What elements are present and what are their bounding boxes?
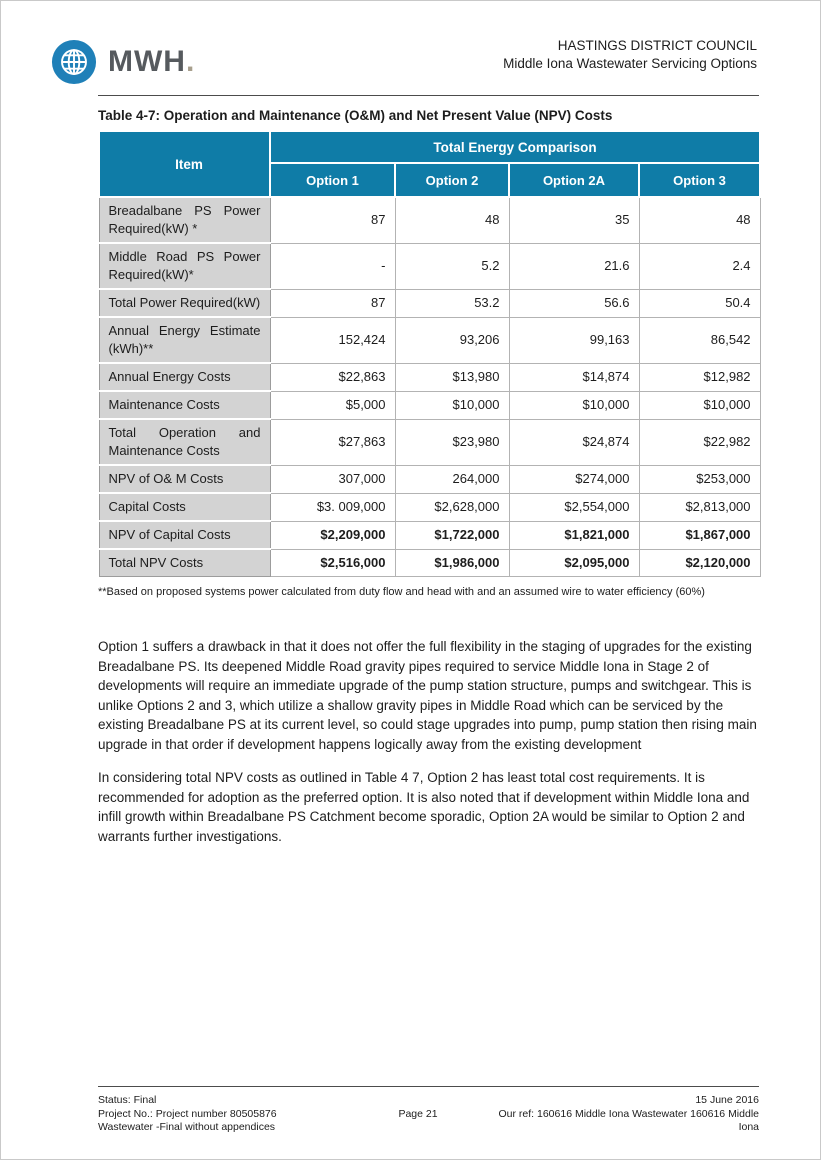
row-value-option-3: $22,982 — [639, 419, 760, 465]
row-value-option-1: $27,863 — [270, 419, 395, 465]
row-value-option-3: $12,982 — [639, 363, 760, 391]
table-row — [99, 493, 760, 521]
row-value-option-1: 152,424 — [270, 317, 395, 363]
row-item-label: Breadalbane PS Power Required(kW) * — [99, 197, 270, 243]
header-titles — [503, 37, 757, 72]
costs-table-header — [99, 131, 760, 197]
globe-icon — [51, 39, 97, 85]
row-value-option-2a: 35 — [509, 197, 639, 243]
row-value-option-2: 5.2 — [395, 243, 509, 289]
row-item-label: Total NPV Costs — [99, 549, 270, 577]
table-row — [99, 419, 760, 465]
column-header-option-1: Option 1 — [270, 163, 395, 197]
row-value-option-2: 93,206 — [395, 317, 509, 363]
row-item-label: Maintenance Costs — [99, 391, 270, 419]
row-value-option-2: $2,628,000 — [395, 493, 509, 521]
group-header: Total Energy Comparison — [270, 131, 760, 163]
column-header-option-2a: Option 2A — [509, 163, 639, 197]
row-value-option-3: 2.4 — [639, 243, 760, 289]
row-value-option-3: 86,542 — [639, 317, 760, 363]
page-footer — [98, 1086, 759, 1135]
document-title: Middle Iona Wastewater Servicing Options — [503, 55, 757, 71]
footer-our-ref: Our ref: 160616 Middle Iona Wastewater 160616 Middle Iona — [498, 1107, 759, 1133]
table-row — [99, 317, 760, 363]
row-value-option-3: $2,120,000 — [639, 549, 760, 577]
item-column-header: Item — [99, 131, 270, 197]
row-value-option-2a: $10,000 — [509, 391, 639, 419]
row-value-option-2: $23,980 — [395, 419, 509, 465]
row-value-option-2: 48 — [395, 197, 509, 243]
footer-left-block — [98, 1094, 358, 1135]
main-content — [98, 108, 759, 846]
row-value-option-1: 307,000 — [270, 465, 395, 493]
footer-page-number: Page 21 — [398, 1107, 438, 1120]
row-value-option-1: 87 — [270, 289, 395, 317]
table-row — [99, 289, 760, 317]
mwh-logo — [51, 39, 195, 85]
table-row — [99, 465, 760, 493]
row-value-option-2: $1,722,000 — [395, 521, 509, 549]
row-value-option-1: - — [270, 243, 395, 289]
row-item-label: Middle Road PS Power Required(kW)* — [99, 243, 270, 289]
row-item-label: Annual Energy Costs — [99, 363, 270, 391]
row-value-option-2: 264,000 — [395, 465, 509, 493]
footer-date: 15 June 2016 — [695, 1094, 759, 1106]
row-value-option-2: $13,980 — [395, 363, 509, 391]
row-item-label: NPV of O& M Costs — [99, 465, 270, 493]
row-value-option-3: $10,000 — [639, 391, 760, 419]
row-value-option-2a: $24,874 — [509, 419, 639, 465]
footer-project-no: Project No.: Project number 80505876 — [98, 1107, 277, 1120]
body-paragraph-1: Option 1 suffers a drawback in that it does not offer the full flexibility in the staging of upgrades for the existing Breadalbane PS. Its deepened Middle Road gravity pipes required to service Middle Iona in Stage 2 of developments will require an immediate upgrade of the pump station structure, pumps and switchgear. This is unlike Options 2 and 3, which utilize a shallow gravity pipes in Middle Road which can be serviced by the existing Breadalbane PS at its current level, so could stage upgrades into pump, pump station then rising main upgrade in that order if development happens logically away from the existing development — [98, 639, 757, 752]
row-value-option-3: $1,867,000 — [639, 521, 760, 549]
row-value-option-1: $5,000 — [270, 391, 395, 419]
row-value-option-3: $2,813,000 — [639, 493, 760, 521]
row-item-label: NPV of Capital Costs — [99, 521, 270, 549]
table-row — [99, 243, 760, 289]
row-value-option-2a: $1,821,000 — [509, 521, 639, 549]
row-value-option-2: $10,000 — [395, 391, 509, 419]
row-value-option-3: 48 — [639, 197, 760, 243]
header-rule — [98, 95, 759, 96]
row-value-option-1: $2,209,000 — [270, 521, 395, 549]
table-row — [99, 549, 760, 577]
body-paragraph-2: In considering total NPV costs as outlined in Table 4 7, Option 2 has least total cost requirements. It is recommended for adoption as the preferred option. It is also noted that if development within Middle Iona and infill growth within Breadalbane PS Catchment become sporadic, Option 2A would be similar to Option 2 and warrants further investigations. — [98, 770, 750, 844]
footer-right-block — [478, 1094, 759, 1135]
logo-dot: . — [185, 45, 196, 78]
row-item-label: Total Power Required(kW) — [99, 289, 270, 317]
row-value-option-2a: 56.6 — [509, 289, 639, 317]
column-header-option-2: Option 2 — [395, 163, 509, 197]
row-value-option-1: $22,863 — [270, 363, 395, 391]
row-value-option-2a: 99,163 — [509, 317, 639, 363]
row-value-option-1: $3. 009,000 — [270, 493, 395, 521]
footer-project-no-line2: Wastewater -Final without appendices — [98, 1121, 276, 1133]
row-value-option-1: 87 — [270, 197, 395, 243]
logo-wordmark: MWH. — [108, 45, 196, 78]
row-item-label: Capital Costs — [99, 493, 270, 521]
row-value-option-2a: $14,874 — [509, 363, 639, 391]
row-value-option-2: 53.2 — [395, 289, 509, 317]
council-name: HASTINGS DISTRICT COUNCIL — [557, 38, 757, 53]
row-value-option-3: 50.4 — [639, 289, 760, 317]
table-row — [99, 391, 760, 419]
row-item-label: Annual Energy Estimate (kWh)** — [99, 317, 270, 363]
column-header-option-3: Option 3 — [639, 163, 760, 197]
row-value-option-2a: 21.6 — [509, 243, 639, 289]
table-row — [99, 363, 760, 391]
costs-table — [98, 130, 761, 577]
row-value-option-2a: $274,000 — [509, 465, 639, 493]
table-body — [99, 197, 760, 577]
table-footnote: **Based on proposed systems power calculated from duty flow and head with and an assumed wire to water efficiency (60%) — [98, 586, 705, 598]
table-row — [99, 521, 760, 549]
row-value-option-2a: $2,554,000 — [509, 493, 639, 521]
footer-status: Status: Final — [98, 1094, 157, 1106]
row-value-option-1: $2,516,000 — [270, 549, 395, 577]
table-row — [99, 197, 760, 243]
row-value-option-3: $253,000 — [639, 465, 760, 493]
row-item-label: Total Operation and Maintenance Costs — [99, 419, 270, 465]
row-value-option-2a: $2,095,000 — [509, 549, 639, 577]
table-caption: Table 4-7: Operation and Maintenance (O&M) and Net Present Value (NPV) Costs — [98, 108, 613, 123]
row-value-option-2: $1,986,000 — [395, 549, 509, 577]
